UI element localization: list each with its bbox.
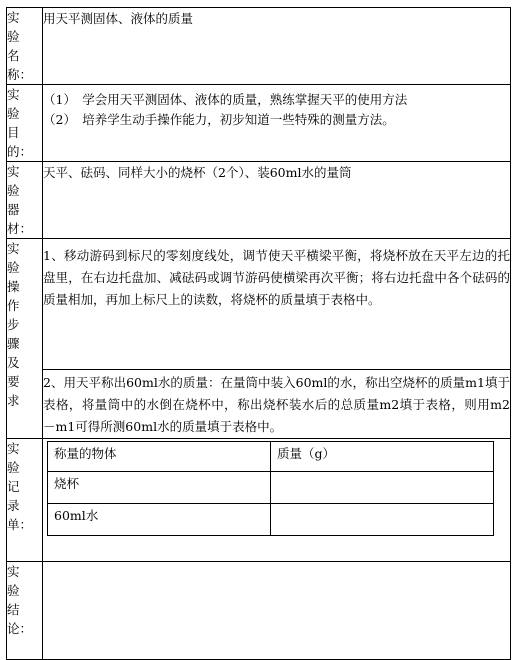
lab-report-table [6, 7, 511, 660]
record-header-row [48, 442, 494, 472]
content-cell-step1 [43, 239, 511, 370]
content-cell-step2 [43, 370, 511, 439]
label-experiment-name: 实验名称： [7, 10, 33, 82]
header-mass: 质量（g） [271, 442, 494, 472]
record-row [48, 472, 494, 504]
header-object: 称量的物体 [48, 442, 271, 472]
experiment-name-value: 用天平测固体、液体的质量 [43, 11, 194, 26]
record-mass-cell[interactable] [271, 472, 494, 504]
row-conclusion [7, 562, 511, 660]
record-object-cell: 60ml水 [48, 504, 271, 536]
content-cell-goal [43, 85, 511, 162]
label-cell-conclusion [7, 562, 43, 660]
content-cell-equipment [43, 162, 511, 239]
goal-line-1: （1） 学会用天平测固体、液体的质量，熟练掌握天平的使用方法 [43, 92, 408, 107]
record-row [48, 504, 494, 536]
label-conclusion: 实验结论： [7, 564, 33, 636]
content-cell-record [43, 439, 511, 562]
label-cell-goal [7, 85, 43, 162]
label-experiment-goal: 实验目的： [7, 87, 33, 159]
step-1-text: 1、移动游码到标尺的零刻度线处，调节使天平横梁平衡，将烧杯放在天平左边的托盘里，在右边托盘加、减砝码或调节游码使横梁再次平衡；将右边托盘中各个砝码的质量相加，再加上标尺上的读数，将烧杯的质量填于表格中。 [43, 248, 510, 307]
row-experiment-name [7, 8, 511, 85]
label-record: 实验记录单： [7, 441, 33, 532]
label-steps: 实验操作步骤及要求 [7, 241, 20, 408]
row-steps-2 [7, 370, 511, 439]
equipment-value: 天平、砝码、同样大小的烧杯（2个）、装60ml水的量筒 [43, 165, 352, 180]
label-cell-record [7, 439, 43, 562]
row-record [7, 439, 511, 562]
record-mass-cell[interactable] [271, 504, 494, 536]
label-cell-equipment [7, 162, 43, 239]
row-experiment-goal [7, 85, 511, 162]
row-steps-1 [7, 239, 511, 370]
label-equipment: 实验器材： [7, 164, 33, 236]
record-object-cell: 烧杯 [48, 472, 271, 504]
step-2-text: 2、用天平称出60ml水的质量：在量筒中装入60ml的水，称出空烧杯的质量m1填于表格，将量筒中的水倒在烧杯中，称出烧杯装水后的总质量m2填于表格，则用m2 －m1可得所测60ml水的质量填于表格中。 [43, 375, 510, 434]
content-cell-conclusion[interactable] [43, 562, 511, 660]
label-cell-name [7, 8, 43, 85]
label-cell-steps [7, 239, 43, 439]
row-equipment [7, 162, 511, 239]
goal-line-2: （2） 培养学生动手操作能力，初步知道一些特殊的测量方法。 [43, 112, 395, 127]
content-cell-name [43, 8, 511, 85]
record-table [47, 441, 494, 536]
